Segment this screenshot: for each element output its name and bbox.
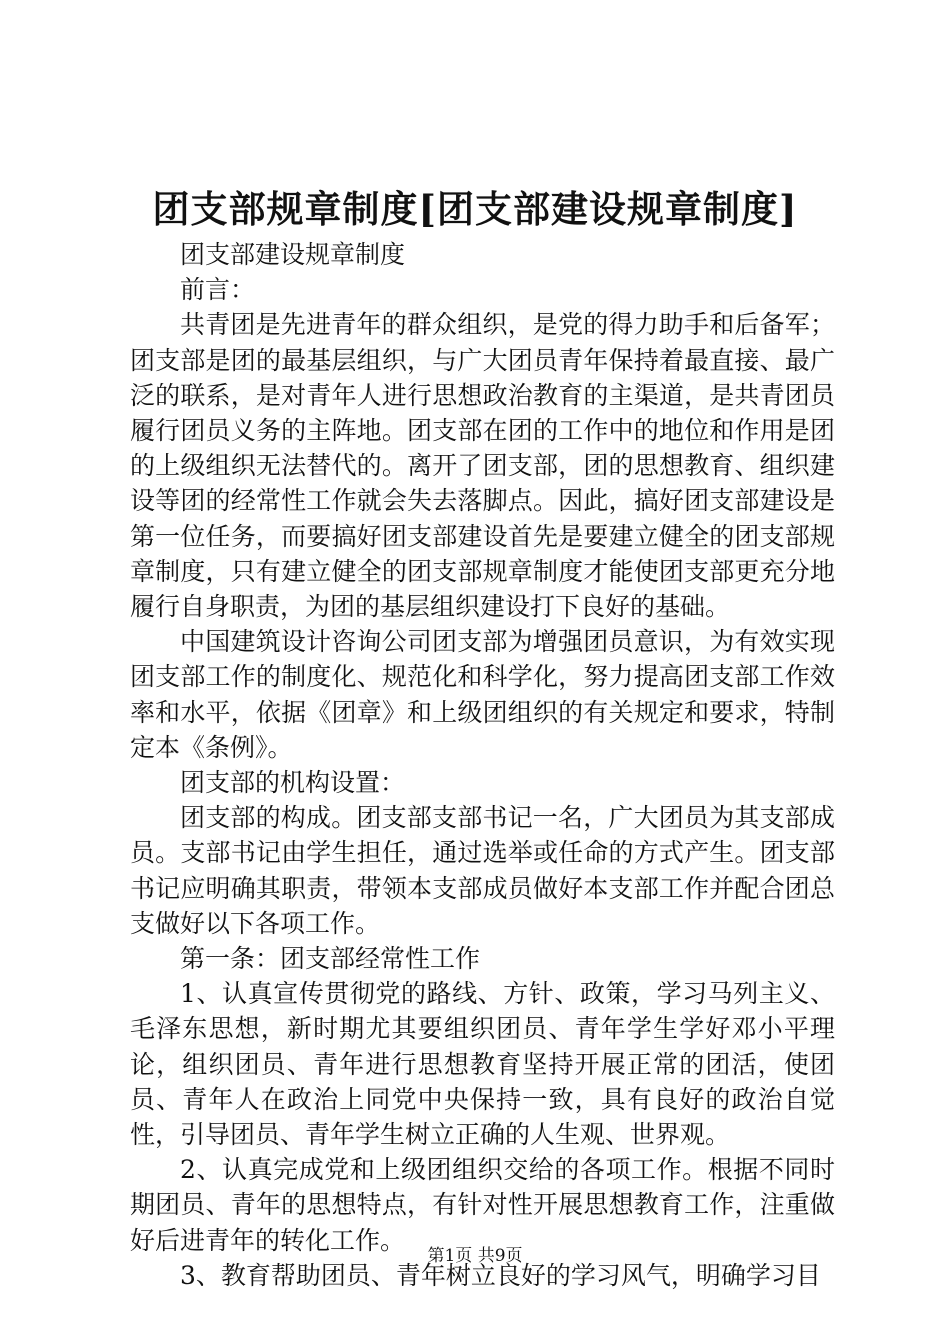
list-item: 1、认真宣传贯彻党的路线、方针、政策，学习马列主义、毛泽东思想，新时期尤其要组织团员、青年学生学好邓小平理论，组织团员、青年进行思想教育坚持开展正常的团活，使团员、青年人在政治上同党中央保持一致，具有良好的政治自觉性，引导团员、青年学生树立正确的人生观、世界观。: [130, 979, 835, 1150]
document-body: [130, 237, 835, 1293]
subtitle-paragraph: 团支部建设规章制度: [180, 240, 406, 269]
preface-heading: 前言：: [180, 275, 256, 305]
list-item: 2、认真完成党和上级团组织交给的各项工作。根据不同时期团员、青年的思想特点，有针对性开展思想教育工作，注重做好后进青年的转化工作。: [130, 1155, 835, 1255]
article-heading: 第一条：团支部经常性工作: [180, 944, 481, 974]
body-paragraph: 团支部的构成。团支部支部书记一名，广大团员为其支部成员。支部书记由学生担任，通过选举或任命的方式产生。团支部书记应明确其职责，带领本支部成员做好本支部工作并配合团总支做好以下各项工作。: [130, 803, 835, 938]
page-footer: 第1页 共9页: [427, 1246, 523, 1266]
section-heading: 团支部的机构设置：: [180, 768, 406, 798]
body-paragraph: 共青团是先进青年的群众组织，是党的得力助手和后备军；团支部是团的最基层组织，与广大团员青年保持着最直接、最广泛的联系，是对青年人进行思想政治教育的主渠道，是共青团员履行团员义务的主阵地。团支部在团的工作中的地位和作用是团的上级组织无法替代的。离开了团支部，团的思想教育、组织建设等团的经常性工作就会失去落脚点。因此，搞好团支部建设是第一位任务，而要搞好团支部建设首先是要建立健全的团支部规章制度，只有建立健全的团支部规章制度才能使团支部更充分地履行自身职责，为团的基层组织建设打下良好的基础。: [130, 310, 835, 622]
body-paragraph: 中国建筑设计咨询公司团支部为增强团员意识，为有效实现团支部工作的制度化、规范化和科学化，努力提高团支部工作效率和水平，依据《团章》和上级团组织的有关规定和要求，特制定本《条例》。: [130, 627, 835, 762]
document-title: 团支部规章制度[团支部建设规章制度]: [152, 187, 798, 231]
list-item: 3、教育帮助团员、青年树立良好的学习风气，明确学习目: [180, 1260, 821, 1290]
